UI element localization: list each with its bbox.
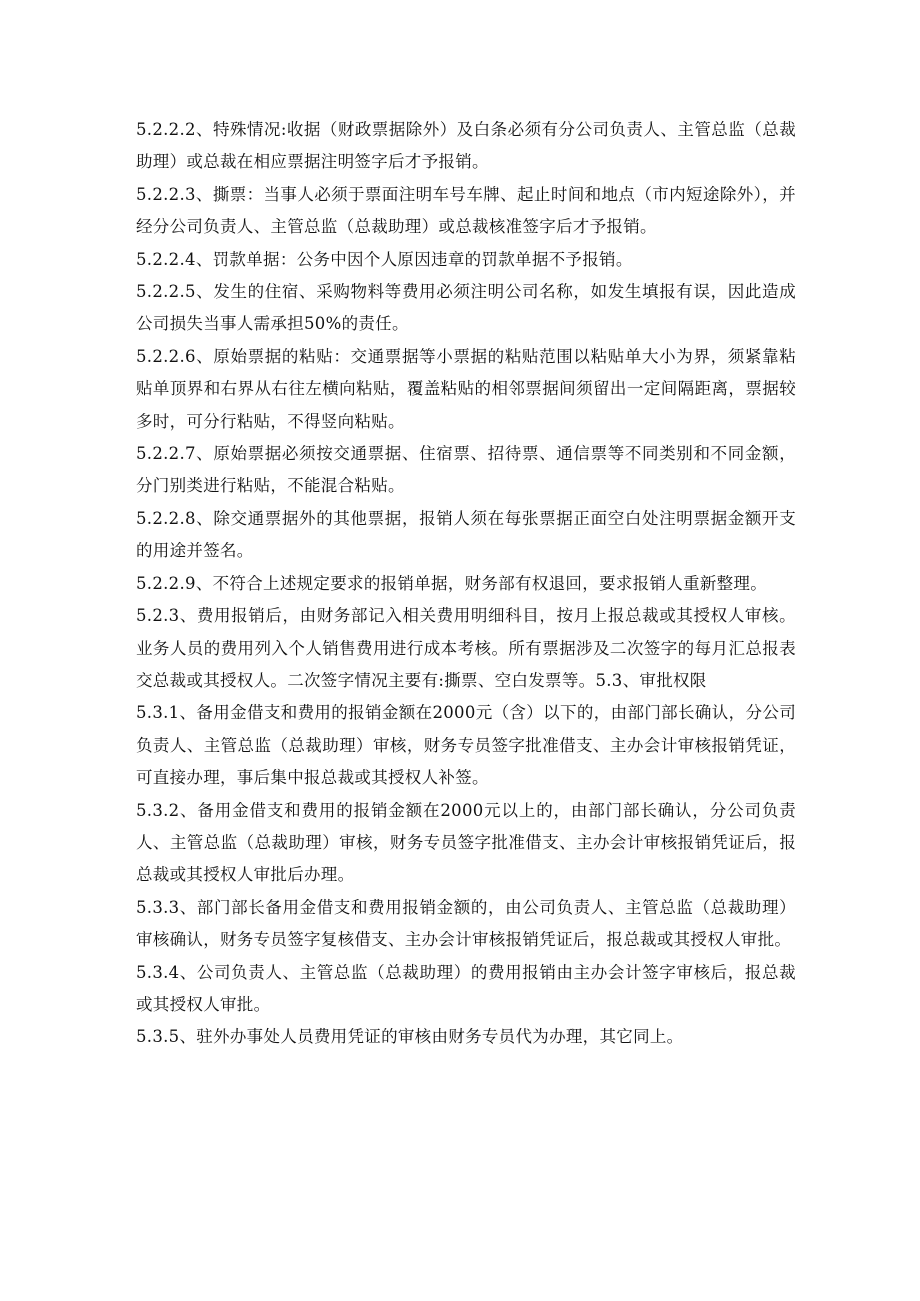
paragraph-5-2-2-3: 5.2.2.3、撕票：当事人必须于票面注明车号车牌、起止时间和地点（市内短途除外），并经分公司负责人、主管总监（总裁助理）或总裁核准签字后才予报销。: [136, 184, 796, 237]
paragraph-5-3-5: 5.3.5、驻外办事处人员费用凭证的审核由财务专员代为办理，其它同上。: [136, 1027, 684, 1047]
paragraph-5-2-2-9: 5.2.2.9、不符合上述规定要求的报销单据，财务部有权退回，要求报销人重新整理。: [136, 573, 768, 593]
paragraph-5-3-4: 5.3.4、公司负责人、主管总监（总裁助理）的费用报销由主办会计签字审核后，报总裁或其授权人审批。: [136, 962, 796, 1014]
paragraph-5-2-3: 5.2.3、费用报销后，由财务部记入相关费用明细科目，按月上报总裁或其授权人审核。业务人员的费用列入个人销售费用进行成本考核。所有票据涉及二次签字的每月汇总报表交总裁或其授权人。二次签字情况主要有:撕票、空白发票等。5.3、审批权限: [136, 606, 796, 690]
paragraph-5-2-2-5: 5.2.2.5、发生的住宿、采购物料等费用必须注明公司名称，如发生填报有误，因此造成公司损失当事人需承担50%的责任。: [136, 282, 796, 334]
paragraph-5-3-3: 5.3.3、部门部长备用金借支和费用报销金额的，由公司负责人、主管总监（总裁助理）审核确认，财务专员签字复核借支、主办会计审核报销凭证后，报总裁或其授权人审批。: [136, 897, 796, 950]
paragraph-5-2-2-2: 5.2.2.2、特殊情况:收据（财政票据除外）及白条必须有分公司负责人、主管总监（总裁助理）或总裁在相应票据注明签字后才予报销。: [136, 120, 796, 172]
paragraph-5-3-2: 5.3.2、备用金借支和费用的报销金额在2000元以上的，由部门部长确认，分公司负责人、主管总监（总裁助理）审核，财务专员签字批准借支、主办会计审核报销凭证后，报总裁或其授权人审批后办理。: [136, 800, 796, 885]
document-body: [136, 114, 796, 1054]
paragraph-5-2-2-8: 5.2.2.8、除交通票据外的其他票据，报销人须在每张票据正面空白处注明票据金额开支的用途并签名。: [136, 508, 796, 561]
paragraph-5-2-2-4: 5.2.2.4、罚款单据：公务中因个人原因违章的罚款单据不予报销。: [136, 249, 633, 269]
paragraph-5-3-1: 5.3.1、备用金借支和费用的报销金额在2000元（含）以下的，由部门部长确认，分公司负责人、主管总监（总裁助理）审核，财务专员签字批准借支、主办会计审核报销凭证，可直接办理，事后集中报总裁或其授权人补签。: [136, 703, 796, 788]
paragraph-5-2-2-7: 5.2.2.7、原始票据必须按交通票据、住宿票、招待票、通信票等不同类别和不同金额，分门别类进行粘贴，不能混合粘贴。: [136, 444, 796, 496]
paragraph-5-2-2-6: 5.2.2.6、原始票据的粘贴：交通票据等小票据的粘贴范围以粘贴单大小为界，须紧靠粘贴单顶界和右界从右往左横向粘贴，覆盖粘贴的相邻票据间须留出一定间隔距离，票据较多时，可分行粘贴，不得竖向粘贴。: [136, 346, 796, 431]
